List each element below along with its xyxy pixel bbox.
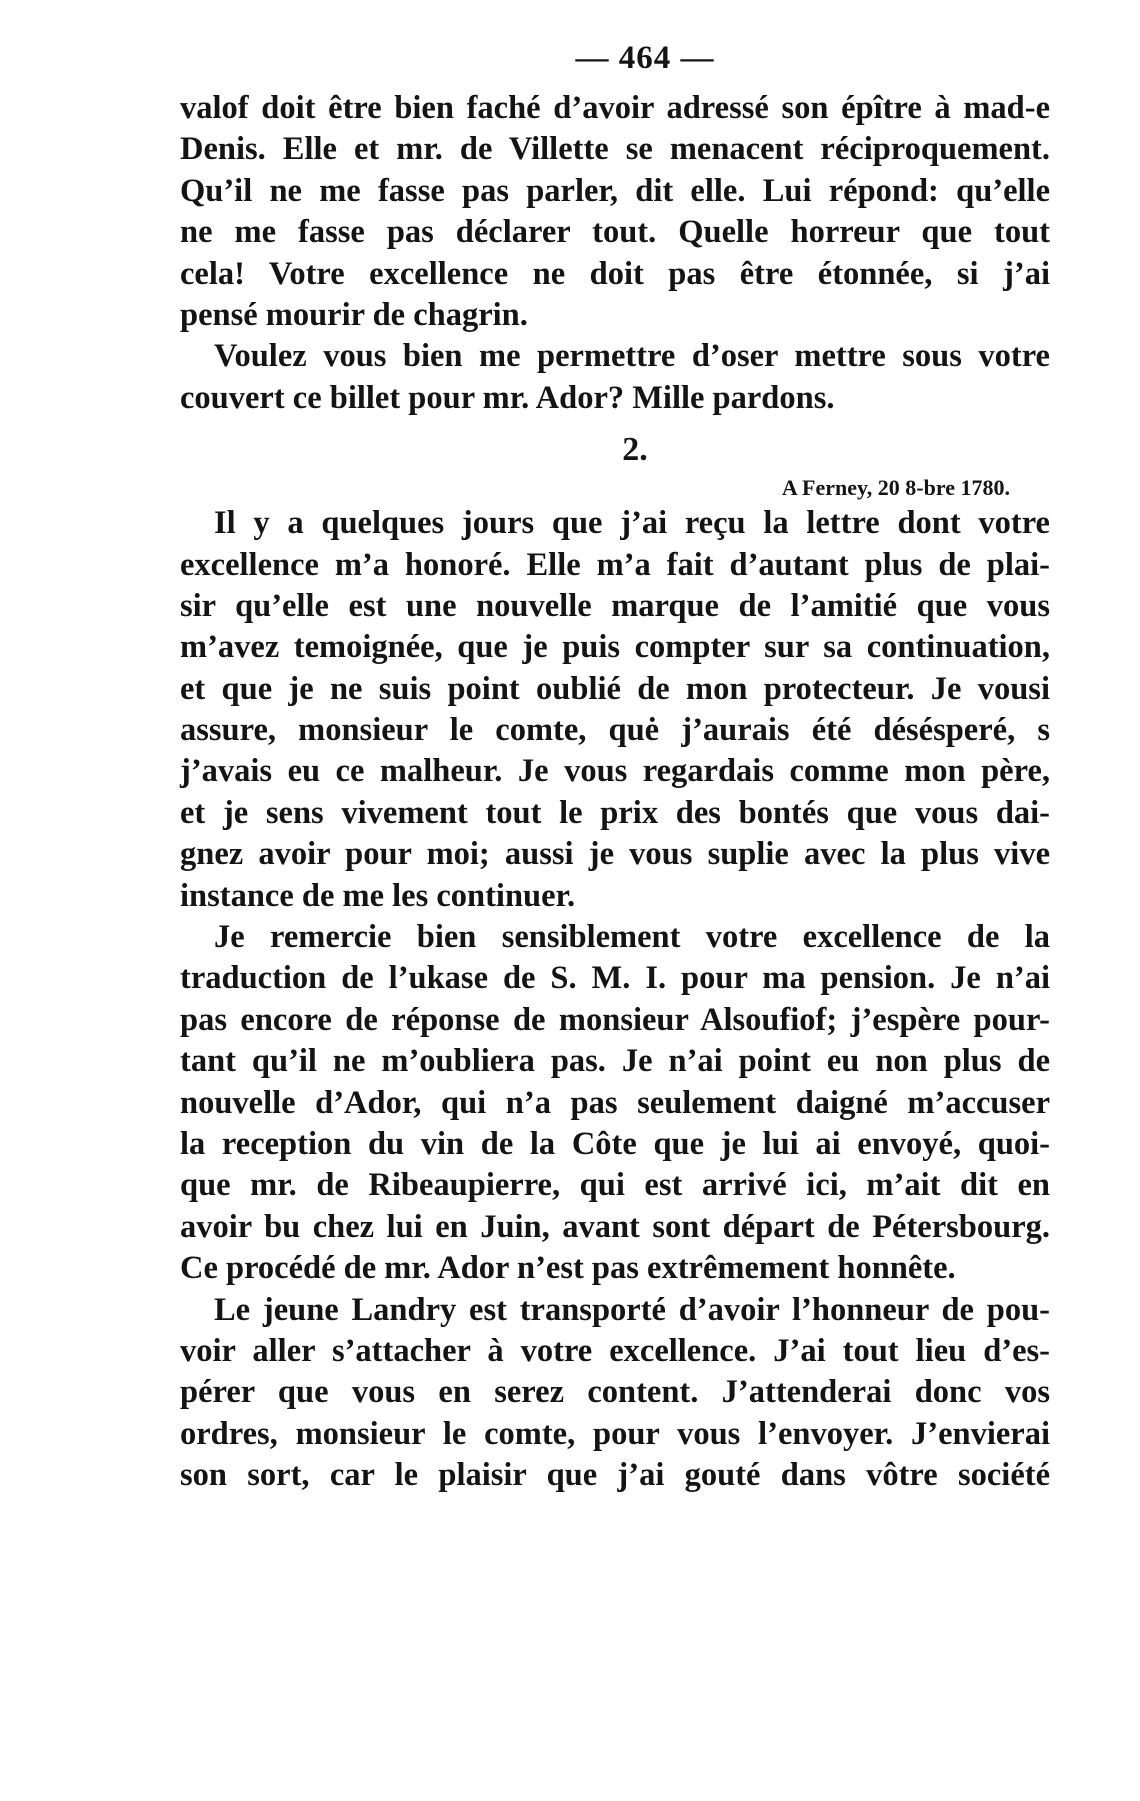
text-line: traduction de l’ukase de S. M. I. pour ma pension. Je n’ai	[180, 960, 1050, 997]
text-line: Je remercie bien sensiblement votre excellence de la	[214, 919, 1050, 956]
paragraph-5	[180, 1290, 1050, 1497]
text-line: nouvelle d’Ador, qui n’a pas seulement daigné m’accuser	[180, 1084, 1050, 1121]
text-line: m’avez temoignée, que je puis compter sur sa continuation,	[180, 629, 1050, 666]
text-line: ne me fasse pas déclarer tout. Quelle horreur que tout	[180, 214, 1050, 251]
text-line: j’avais eu ce malheur. Je vous regardais comme mon père,	[180, 753, 1050, 790]
text-line: avoir bu chez lui en Juin, avant sont départ de Pétersbourg.	[180, 1208, 1050, 1245]
text-line: pérer que vous en serez content. J’attenderai donc vos	[180, 1374, 1050, 1411]
text-line: tant qu’il ne m’oubliera pas. Je n’ai point eu non plus de	[180, 1043, 1050, 1080]
text-line: Le jeune Landry est transporté d’avoir l’honneur de pou-	[214, 1291, 1050, 1328]
paragraph-1	[180, 88, 1050, 336]
text-line: Denis. Elle et mr. de Villette se menacent réciproquement.	[180, 131, 1050, 168]
text-line: son sort, car le plaisir que j’ai gouté dans vôtre société	[180, 1457, 1050, 1494]
text-line: Il y a quelques jours que j’ai reçu la lettre dont votre	[214, 505, 1050, 542]
text-line: ordres, monsieur le comte, pour vous l’envoyer. J’envierai	[180, 1415, 1050, 1452]
text-line: Voulez vous bien me permettre d’oser mettre sous votre	[214, 338, 1050, 375]
text-line: Ce procédé de mr. Ador n’est pas extrêmement honnête.	[180, 1250, 956, 1287]
text-line: pas encore de réponse de monsieur Alsoufiof; j’espère pour-	[180, 1001, 1050, 1038]
text-line: et que je ne suis point oublié de mon protecteur. Je vousi	[180, 670, 1050, 707]
book-page	[180, 28, 1050, 1497]
text-line: gnez avoir pour moi; aussi je vous suplie avec la plus vive	[180, 836, 1050, 873]
text-line: et je sens vivement tout le prix des bontés que vous dai-	[180, 794, 1050, 831]
text-line: voir aller s’attacher à votre excellence. J’ai tout lieu d’es-	[180, 1332, 1050, 1369]
text-line: excellence m’a honoré. Elle m’a fait d’autant plus de plai-	[180, 546, 1050, 583]
text-line: couvert ce billet pour mr. Ador? Mille pardons.	[180, 379, 835, 416]
text-line: que mr. de Ribeaupierre, qui est arrivé ici, m’ait dit en	[180, 1167, 1050, 1204]
paragraph-2	[180, 336, 1050, 419]
letter-number: 2.	[622, 431, 648, 469]
text-line: instance de me les continuer.	[180, 877, 576, 914]
text-line: la reception du vin de la Côte que je lui ai envoyé, quoi-	[180, 1125, 1050, 1162]
text-line: pensé mourir de chagrin.	[180, 296, 528, 333]
text-line: Qu’il ne me fasse pas parler, dit elle. Lui répond: qu’elle	[180, 172, 1050, 209]
text-line: cela! Votre excellence ne doit pas être étonnée, si j’ai	[180, 255, 1050, 292]
text-line: valof doit être bien faché d’avoir adressé son épître à mad-e	[180, 90, 1050, 126]
text-line: sir qu’elle est une nouvelle marque de l’amitié que vous	[180, 587, 1050, 624]
text-line: assure, monsieur le comte, quė j’aurais été désésperé, s	[180, 712, 1050, 749]
letter-dateline: A Ferney, 20 8-bre 1780.	[781, 475, 1010, 501]
page-number: — 464 —	[575, 40, 715, 76]
paragraph-3	[180, 503, 1050, 917]
paragraph-4	[180, 917, 1050, 1290]
